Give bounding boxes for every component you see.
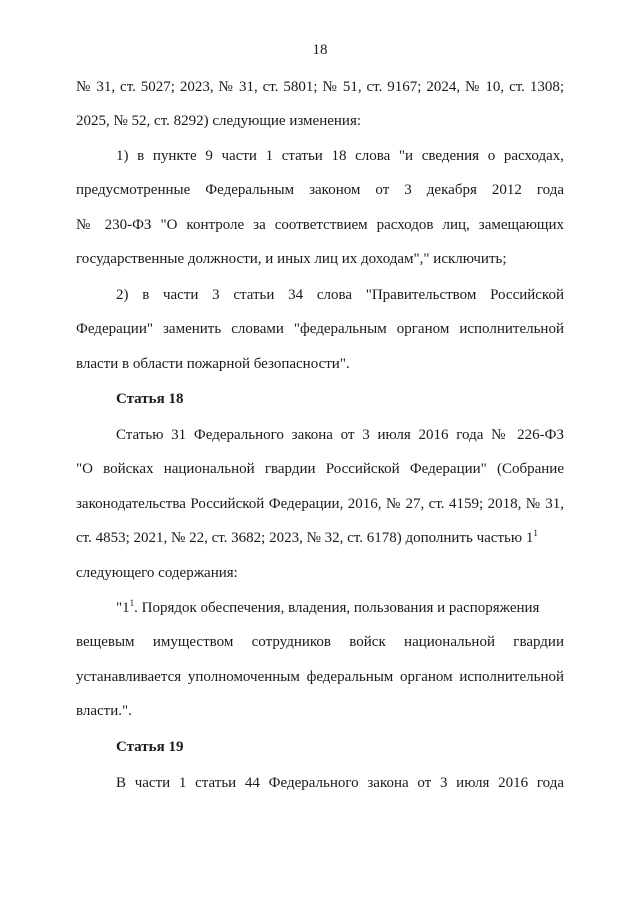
text-line-body: . Порядок обеспечения, владения, пользования и распоряжения [134, 600, 540, 616]
page-number: 18 [312, 42, 328, 58]
article-heading: Статья 18 [116, 391, 184, 407]
text-line: вещевым имуществом сотрудников войск национальной гвардии [76, 634, 564, 650]
text-line: предусмотренные Федеральным законом от 3 декабря 2012 года [76, 182, 564, 198]
superscript: 1 [533, 528, 538, 538]
text-line: В части 1 статьи 44 Федерального закона от 3 июля 2016 года [116, 775, 564, 791]
text-line [116, 598, 564, 618]
text-line: 1) в пункте 9 части 1 статьи 18 слова "и сведения о расходах, [116, 148, 564, 164]
text-line [76, 528, 564, 548]
text-line: № 31, ст. 5027; 2023, № 31, ст. 5801; № 51, ст. 9167; 2024, № 10, ст. 1308; [76, 79, 564, 95]
text-line: "О войсках национальной гвардии Российской Федерации" (Собрание [76, 461, 564, 477]
text-line: 2025, № 52, ст. 8292) следующие изменения: [76, 113, 362, 129]
text-line: государственные должности, и иных лиц их доходам"," исключить; [76, 251, 507, 267]
article-heading: Статья 19 [116, 739, 184, 755]
text-line-body: ст. 4853; 2021, № 22, ст. 3682; 2023, № 32, ст. 6178) дополнить частью 1 [76, 530, 534, 546]
text-line: власти.". [76, 703, 132, 719]
text-line: № 230-ФЗ "О контроле за соответствием расходов лиц, замещающих [76, 217, 564, 233]
text-line: законодательства Российской Федерации, 2016, № 27, ст. 4159; 2018, № 31, [76, 496, 564, 512]
text-line: Статью 31 Федерального закона от 3 июля 2016 года № 226-ФЗ [116, 427, 564, 443]
text-line: устанавливается уполномоченным федеральным органом исполнительной [76, 669, 564, 685]
superscript: 1 [129, 598, 135, 608]
text-line: 2) в части 3 статьи 34 слова "Правительством Российской [116, 287, 564, 303]
text-line: следующего содержания: [76, 565, 238, 581]
text-line: Федерации" заменить словами "федеральным органом исполнительной [76, 321, 564, 337]
quote-open: "1 [116, 600, 130, 616]
text-line: власти в области пожарной безопасности". [76, 356, 350, 372]
